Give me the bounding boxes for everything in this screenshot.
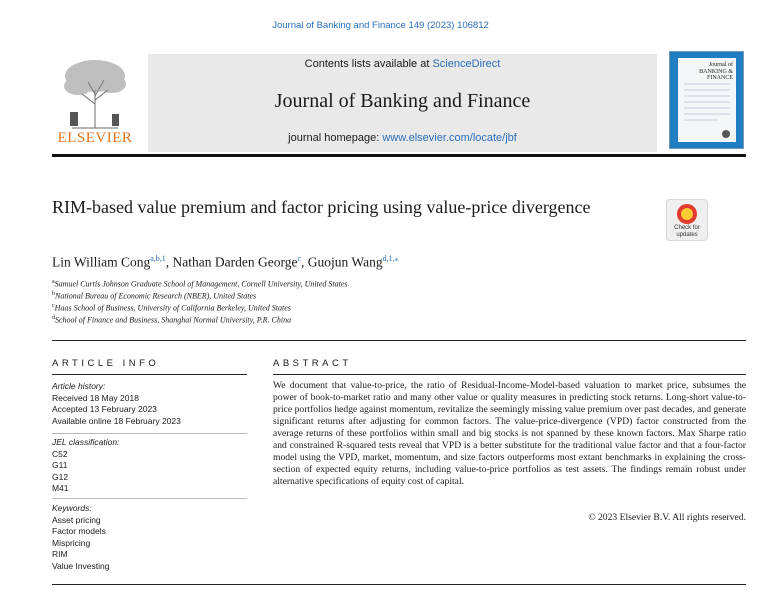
- affiliation: [52, 279, 348, 289]
- journal-citation[interactable]: Journal of Banking and Finance 149 (2023) 106812: [272, 20, 489, 31]
- cover-page: [678, 58, 736, 142]
- bottom-divider: [52, 584, 746, 585]
- header-divider: [52, 154, 746, 157]
- homepage-line: [148, 132, 657, 144]
- jel-code: C52: [52, 448, 68, 459]
- jel-classification: [52, 437, 119, 495]
- affiliation-text: National Bureau of Economic Research (NBER), United States: [55, 291, 257, 301]
- author-name[interactable]: Lin William Cong: [52, 254, 151, 270]
- affiliation-text: Haas School of Business, University of California Berkeley, United States: [54, 303, 291, 313]
- history-item: Received 18 May 2018: [52, 392, 139, 403]
- author-sep: ,: [165, 254, 173, 270]
- publisher-wordmark: ELSEVIER: [57, 130, 133, 146]
- affiliation: [52, 315, 291, 325]
- affiliation-text: Samuel Curtis Johnson Graduate School of Management, Cornell University, United States: [54, 279, 348, 289]
- keyword: RIM: [52, 549, 68, 559]
- keyword: Value Investing: [52, 560, 110, 571]
- author-sep: ,: [301, 254, 308, 270]
- section-divider: [52, 340, 746, 341]
- history-item: Available online 18 February 2023: [52, 415, 181, 426]
- abstract-heading: ABSTRACT: [273, 358, 352, 369]
- abstract-text: We document that value-to-price, the ratio of Residual-Income-Model-based valuation to market price, subsumes the power of book-to-market ratio and many other value or quality measures in predicting stock returns. Long-short value-to-price portfolios hedge against momentum, revitalize the seemingly missing value premium over past decades, and generate significant returns after adjusting for common factors. The value-price-divergence (VPD) factor constructed from the average returns of these portfolios within small and big stocks is not spanned by these known factors. Max Sharpe ratio and constrained R-squared tests reveal that VPD is a better substitute for the traditional value factor and that a four-factor model using the VPD, market, momentum, and size factors outperforms most extant benchmarks in explaining the cross-section of expected equity returns, including value-to-price portfolios as test assets. The findings remain robust under alternative specifications of equity cost of capital.: [273, 380, 746, 487]
- author-name[interactable]: Nathan Darden George: [172, 254, 298, 270]
- homepage-link[interactable]: www.elsevier.com/locate/jbf: [382, 132, 517, 144]
- jel-code: G12: [52, 471, 69, 482]
- keyword: Mispricing: [52, 537, 91, 548]
- info-separator: [52, 498, 247, 499]
- jel-label: JEL classification:: [52, 437, 120, 447]
- affiliation: [52, 291, 256, 301]
- keywords-label: Keywords:: [52, 503, 92, 513]
- check-updates-label: Check for updates: [674, 225, 700, 238]
- sciencedirect-link[interactable]: ScienceDirect: [432, 58, 501, 70]
- affiliation-sup: b: [52, 291, 55, 297]
- check-updates-icon: [677, 204, 697, 224]
- jel-code: G11: [52, 460, 68, 470]
- keyword: Factor models: [52, 526, 106, 536]
- article-info-rule: [52, 374, 247, 375]
- affiliation: [52, 303, 291, 313]
- author-sup[interactable]: c: [297, 254, 302, 263]
- article-history: [52, 381, 181, 427]
- abstract-rule: [273, 374, 746, 375]
- affiliation-sup: a: [52, 279, 55, 285]
- check-for-updates-button[interactable]: [666, 199, 708, 241]
- keywords: [52, 503, 110, 572]
- article-title: RIM-based value premium and factor pricing using value-price divergence: [52, 197, 591, 217]
- author-sup[interactable]: d,1,⁎: [382, 254, 399, 263]
- affiliation-text: School of Finance and Business, Shanghai Normal University, P.R. China: [55, 315, 292, 325]
- info-separator: [52, 433, 247, 434]
- author-name[interactable]: Guojun Wang: [307, 254, 383, 270]
- contents-line: [148, 58, 657, 70]
- copyright-notice: © 2023 Elsevier B.V. All rights reserved.: [588, 512, 746, 523]
- article-info-heading: ARTICLE INFO: [52, 358, 160, 369]
- author-sup[interactable]: a,b,1: [150, 254, 166, 263]
- affiliation-sup: d: [52, 315, 55, 321]
- keyword: Asset pricing: [52, 514, 101, 525]
- history-label: Article history:: [52, 381, 106, 391]
- jel-code: M41: [52, 483, 69, 493]
- history-item: Accepted 13 February 2023: [52, 404, 157, 414]
- homepage-prefix: journal homepage:: [288, 132, 383, 144]
- author-list: [52, 254, 399, 271]
- journal-cover-image: [669, 51, 744, 149]
- affiliation-sup: c: [52, 303, 55, 309]
- contents-prefix: Contents lists available at: [304, 58, 433, 70]
- journal-name: Journal of Banking and Finance: [274, 90, 531, 112]
- cover-title: Journal of BANKING & FINANCE: [699, 62, 733, 81]
